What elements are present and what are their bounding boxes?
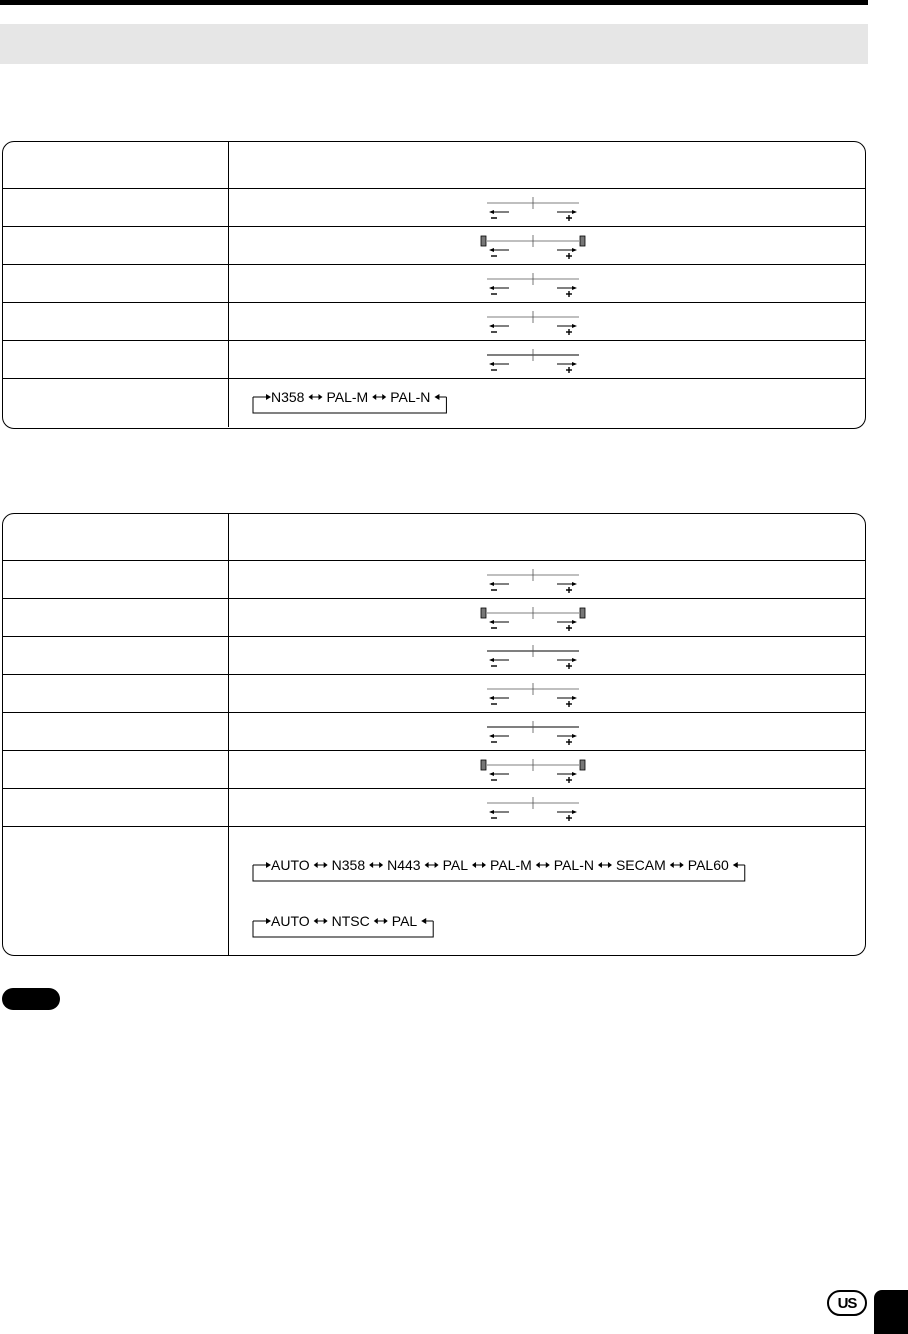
cycle-item-label: PAL-M bbox=[490, 857, 532, 873]
scale-end-marker bbox=[580, 608, 585, 618]
adjust-scale-icon bbox=[477, 233, 589, 259]
value-cell bbox=[229, 227, 865, 264]
arrow-left-head bbox=[489, 810, 494, 814]
scale-end-marker bbox=[481, 236, 486, 246]
arrow-right-head bbox=[572, 286, 577, 290]
cycle-item-label: AUTO bbox=[271, 857, 310, 873]
arrow-right-head bbox=[572, 696, 577, 700]
cycle-item-label: NTSC bbox=[331, 913, 370, 929]
note-badge bbox=[2, 988, 60, 1010]
value-cell bbox=[229, 637, 865, 674]
table-header-row bbox=[3, 514, 865, 560]
table-row bbox=[3, 712, 865, 750]
label-cell bbox=[3, 751, 229, 788]
table-row bbox=[3, 750, 865, 788]
label-cell bbox=[3, 227, 229, 264]
header-value-cell bbox=[229, 142, 865, 188]
table-row bbox=[3, 264, 865, 302]
cycle-item-label: PAL-N bbox=[390, 389, 431, 405]
arrow-right-head bbox=[572, 582, 577, 586]
value-cell bbox=[229, 675, 865, 712]
table-row bbox=[3, 340, 865, 378]
table-row bbox=[3, 636, 865, 674]
label-cell bbox=[3, 303, 229, 340]
label-cell bbox=[3, 675, 229, 712]
adjust-scale-icon bbox=[477, 195, 589, 221]
adjust-scale-icon bbox=[477, 309, 589, 335]
system-cycle-diagram bbox=[247, 385, 866, 419]
settings-table-1 bbox=[2, 141, 866, 429]
scale-end-marker bbox=[481, 760, 486, 770]
cycle-item-label: SECAM bbox=[615, 857, 666, 873]
arrow-right-head bbox=[572, 772, 577, 776]
scale-end-marker bbox=[481, 608, 486, 618]
cycle-item-label: PAL-N bbox=[553, 857, 594, 873]
top-rule bbox=[0, 0, 868, 5]
arrow-right-head bbox=[572, 362, 577, 366]
table-row bbox=[3, 674, 865, 712]
table-row bbox=[3, 302, 865, 340]
arrow-right-head bbox=[572, 248, 577, 252]
value-cell bbox=[229, 561, 865, 598]
header-label-cell bbox=[3, 142, 229, 188]
adjust-scale-icon bbox=[477, 347, 589, 373]
region-badge: US bbox=[827, 1290, 867, 1316]
value-cell bbox=[229, 189, 865, 226]
value-cell bbox=[229, 341, 865, 378]
value-cell bbox=[229, 599, 865, 636]
arrow-left-head bbox=[489, 620, 494, 624]
arrow-left-head bbox=[489, 248, 494, 252]
table-row bbox=[3, 788, 865, 826]
label-cell bbox=[3, 341, 229, 378]
settings-table-2 bbox=[2, 513, 866, 956]
arrow-left-head bbox=[489, 772, 494, 776]
cycle-item-label: N443 bbox=[387, 857, 421, 873]
adjust-scale-icon bbox=[477, 681, 589, 707]
arrow-left-head bbox=[489, 324, 494, 328]
adjust-scale-icon bbox=[477, 719, 589, 745]
table-header-row bbox=[3, 142, 865, 188]
table-row bbox=[3, 226, 865, 264]
table-row bbox=[3, 826, 865, 955]
value-cell bbox=[229, 265, 865, 302]
system-cycle-diagram-color bbox=[247, 853, 866, 887]
header-label-cell bbox=[3, 514, 229, 560]
table-row bbox=[3, 560, 865, 598]
label-cell bbox=[3, 265, 229, 302]
cycle-item-label: AUTO bbox=[271, 913, 310, 929]
label-cell bbox=[3, 713, 229, 750]
label-cell bbox=[3, 561, 229, 598]
adjust-scale-icon bbox=[477, 271, 589, 297]
value-cell bbox=[229, 827, 865, 955]
arrow-left-head bbox=[489, 210, 494, 214]
arrow-right-head bbox=[572, 324, 577, 328]
header-value-cell bbox=[229, 514, 865, 560]
label-cell bbox=[3, 637, 229, 674]
table-row bbox=[3, 188, 865, 226]
value-cell bbox=[229, 379, 865, 427]
scale-end-marker bbox=[580, 236, 585, 246]
scale-end-marker bbox=[580, 760, 585, 770]
arrow-left-head bbox=[489, 696, 494, 700]
arrow-right-head bbox=[572, 620, 577, 624]
adjust-scale-icon bbox=[477, 795, 589, 821]
arrow-left-head bbox=[489, 286, 494, 290]
table-row bbox=[3, 378, 865, 427]
value-cell bbox=[229, 713, 865, 750]
arrow-left-head bbox=[489, 582, 494, 586]
adjust-scale-icon bbox=[477, 643, 589, 669]
value-cell bbox=[229, 303, 865, 340]
cycle-item-label: N358 bbox=[271, 389, 305, 405]
cycle-item-label: PAL bbox=[391, 913, 418, 929]
arrow-right-head bbox=[572, 734, 577, 738]
table-row bbox=[3, 598, 865, 636]
adjust-scale-icon bbox=[477, 757, 589, 783]
label-cell bbox=[3, 379, 229, 427]
arrow-right-head bbox=[572, 658, 577, 662]
label-cell bbox=[3, 789, 229, 826]
label-cell bbox=[3, 827, 229, 955]
cycle-item-label: PAL60 bbox=[687, 857, 729, 873]
value-cell bbox=[229, 789, 865, 826]
label-cell bbox=[3, 189, 229, 226]
arrow-left-head bbox=[489, 658, 494, 662]
cycle-item-label: PAL bbox=[442, 857, 469, 873]
system-cycle-diagram-sound bbox=[247, 909, 866, 943]
cycle-item-label: N358 bbox=[331, 857, 366, 873]
arrow-right-head bbox=[572, 810, 577, 814]
arrow-right-head bbox=[572, 210, 577, 214]
page-tab bbox=[874, 1290, 908, 1334]
adjust-scale-icon bbox=[477, 567, 589, 593]
value-cell bbox=[229, 751, 865, 788]
adjust-scale-icon bbox=[477, 605, 589, 631]
section-header-bar bbox=[0, 24, 868, 64]
label-cell bbox=[3, 599, 229, 636]
arrow-left-head bbox=[489, 734, 494, 738]
arrow-left-head bbox=[489, 362, 494, 366]
cycle-item-label: PAL-M bbox=[326, 389, 369, 405]
